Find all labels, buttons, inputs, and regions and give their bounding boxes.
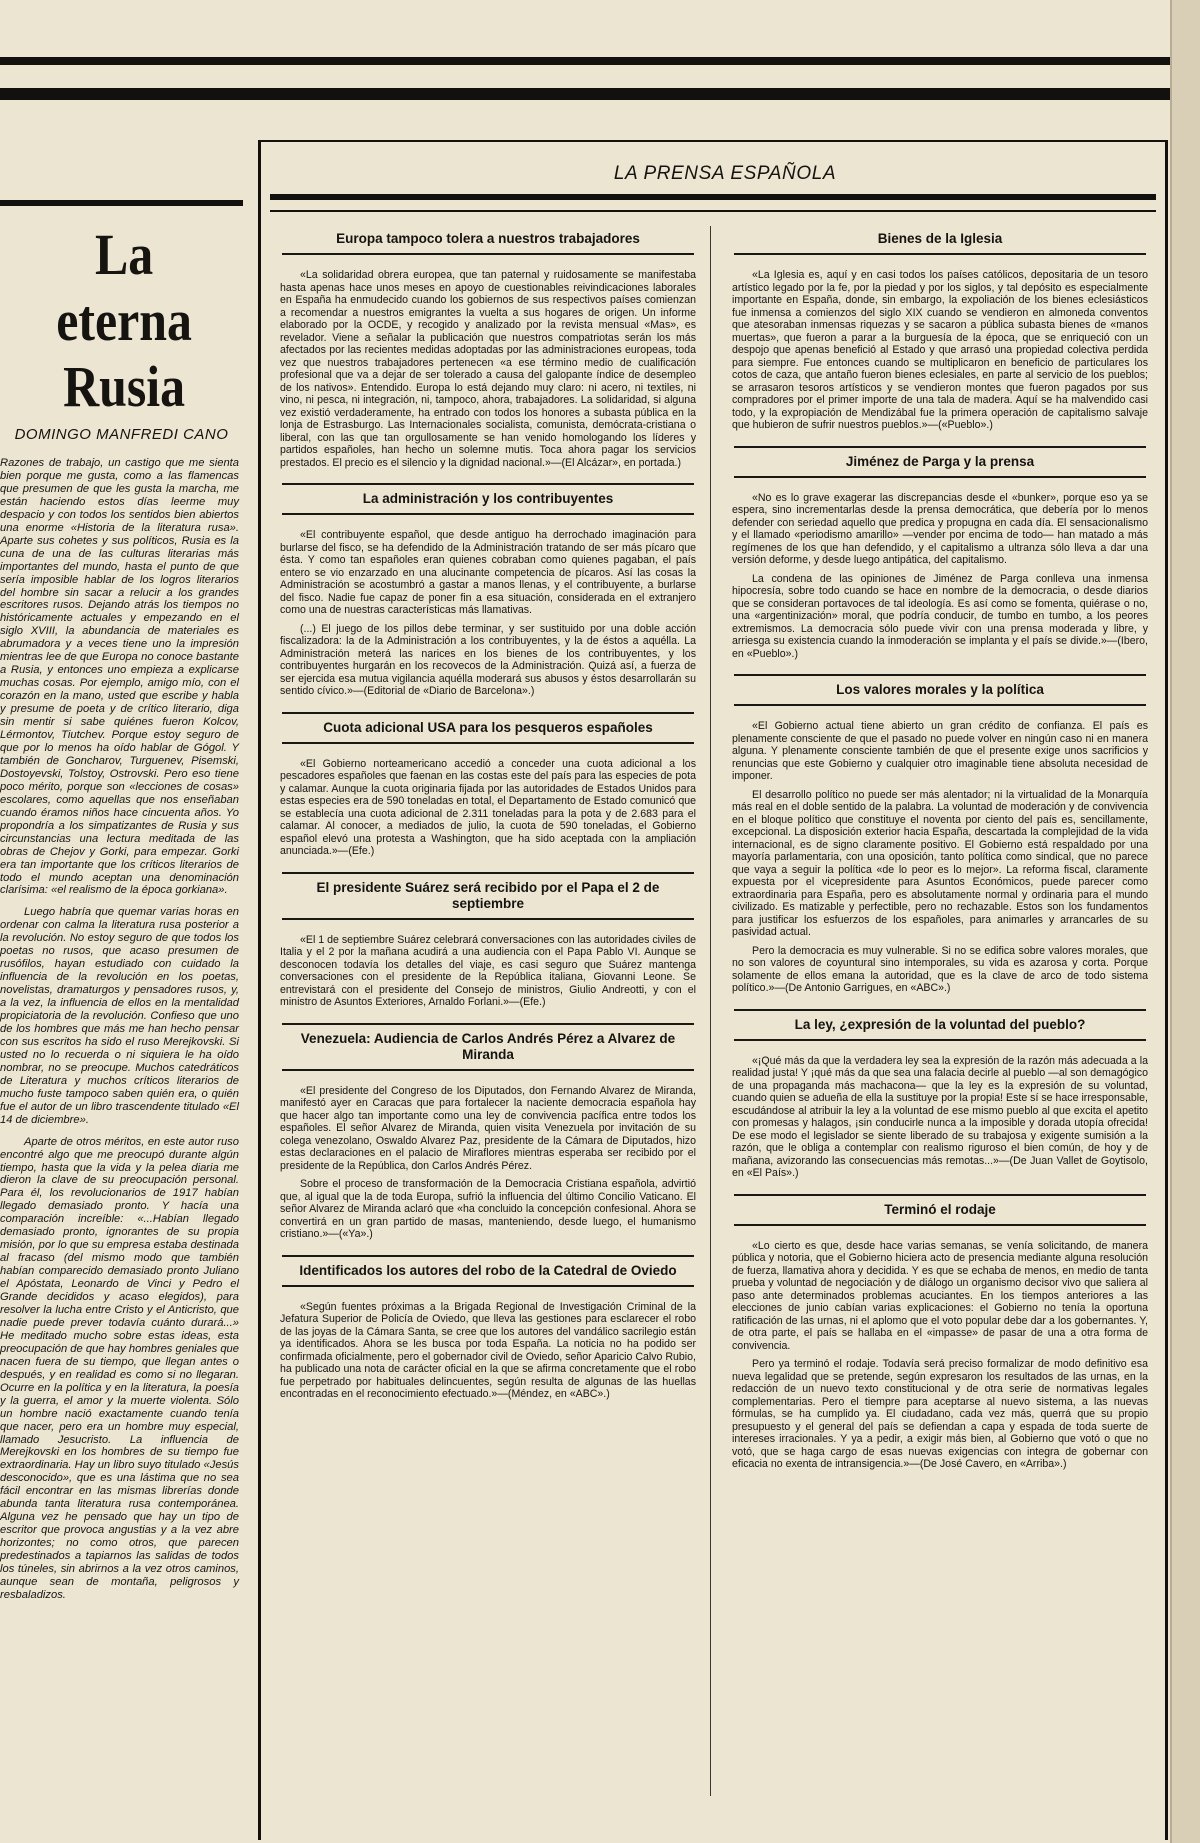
article-paragraph: «La Iglesia es, aquí y en casi todos los países católicos, depositaria de un tesoro artístico legado por la fe, por la piedad y por los siglos, y tal depósito es especialmente importante en España, donde, sin embargo, la expoliación de los bienes eclesiásticos fue inmensa a comienzos del siglo XIX cuando se vendieron en almoneda conventos que atesoraban inmensas riquezas y se sacaron a pública subasta bienes de «manos muertas», que fueron a parar a la burguesía de la época, que se enriqueció con un despojo que apenas benefició al Estado y que arrasó una propiedad colectiva perdida para siempre. Fue entonces cuando se multiplicaron en beneficio de particulares los cotos de caza, que antaño fueron bienes eclesiales, en parte al servicio de los pueblos; se arrasaron tesoros artísticos y se vendieron montes que fueron pagados por sus compradores por el primer importe de una tala de madera. Aquí se ha malvendido casi todo, y la expropiación de Mendizábal fue la primera operación de capitalismo salvaje que hubieron de sufrir nuestros pueblos.»—(«Pueblo».) xyxy=(732,269,1148,431)
section-title: LA PRENSA ESPAÑOLA xyxy=(613,163,837,184)
article-headline: Jiménez de Parga y la prensa xyxy=(734,446,1146,478)
left-article-title-line2: Rusia xyxy=(63,354,186,419)
article-headline: Bienes de la Iglesia xyxy=(734,225,1146,255)
press-article xyxy=(270,872,706,1009)
article-paragraph: «¡Qué más da que la verdadera ley sea la expresión de la razón más adecuada a la realidad justa! Y ¡qué más da que sea una falacia decirle al pueblo —al son demagógico de una propaganda más machacona— que la ley es la expresión de su voluntad, cuando quien se adueña de ella la sustituye por la propia! Este sí se hace irresponsable, escudándose al atribuir la ley a la voluntad de ese mismo pueblo al que excita el apetito con promesas y halagos, ¡sin conducirle nunca a la imposible y dorada utopía ofrecida! De ese modo el legislador se siente liberado de su trabajosa y exigente sumisión a la razón, que le obliga a contemplar con realismo riguroso el bien común, de hoy y de mañana, avizorando las consecuencias más remotas...»—(De Juan Vallet de Goytisolo, en «El País».) xyxy=(732,1054,1148,1179)
article-paragraph: «El presidente del Congreso de los Diputados, don Fernando Alvarez de Miranda, manifestó ayer en Caracas que para fortalecer la naciente democracia española hay que hacer algo tan importante como una ley de convivencia pacífica entre todos los españoles. El señor Alvarez de Miranda, quien visita Venezuela por invitación de su colega venezolano, Oswaldo Alvarez Paz, presidente de la Cámara de Diputados, hizo estas declaraciones en el palacio de Miraflores mientras esperaba ser recibido por el presidente de la República, don Carlos Andrés Pérez. xyxy=(280,1084,696,1172)
press-article xyxy=(722,1194,1158,1471)
press-article xyxy=(270,712,706,858)
press-article xyxy=(722,446,1158,661)
top-rule-2 xyxy=(0,88,1172,100)
left-article xyxy=(0,222,243,1822)
article-paragraph: Pero ya terminó el rodaje. Todavía será preciso formalizar de modo definitivo esa nueva legalidad que se pretende, según expresaron los resultados de las urnas, en la redacción de un nuevo texto constitucional y de otra serie de normativas legales complementarias. Pero el tiempre para aceptarse al nuevo sistema, a las nuevas fórmulas, se ha cumplido ya. El ciudadano, cada vez más, querrá que su propio presupuesto y el general del país se defiendan a capa y espada de toda suerte de intereses irracionales. Y ya a pedir, a exigir más bien, al Gobierno que votó o que no votó, que se haga cargo de esas nuevas exigencias con integra de gobernar con eficacia no exenta de intransigencia.»—(De José Cavero, en «Arriba».) xyxy=(732,1358,1148,1470)
article-headline: Cuota adicional USA para los pesqueros españoles xyxy=(282,712,694,744)
left-article-title-line1: La eterna xyxy=(56,222,192,353)
left-article-paragraph: Razones de trabajo, un castigo que me sienta bien porque me gusta, como a las flamencas que presumen de que les gusta la marcha, me están haciendo estos días leerme muy despacio y con todos los sentidos bien abiertos una enorme «Historia de la literatura rusa». Aparte sus cohetes y sus políticos, Rusia es la cuna de una de las culturas literarias más importantes del mundo, hasta el punto de que sería imposible hablar de los logros literarios del hombre sin sacar a relucir a los grandes escritores rusos. Dejando atrás los tiempos no históricamente actuales y empezando en el siglo XVIII, la abundancia de materiales es abrumadora y a veces tiene uno la impresión mientras lee de que Europa no conoce bastante a Rusia, y entonces uno empieza a explicarse muchas cosas. Por ejemplo, amigo mío, con el corazón en la mano, usted que escribe y habla y presume de poeta y de crítico literario, diga sin mentir si sabe quiénes fueron Kolcov, Lérmontov, Tiutchev. Porque estoy seguro de que por lo menos ha oído hablar de Gógol. Y también de Goncharov, Turguenev, Pisemski, Dostoyevski, Tolstoy, Ostrovski. Pero eso tiene poco mérito, porque son «lecciones de cosas» escolares, como aquellas que nos enseñaban cuando éramos niños hace cincuenta años. Yo propondría a los simpatizantes de Rusia y sus circunstancias una lectura meditada de las obras de Chejov y Gorki, para empezar. Gorki era tan importante que los críticos literarios de todo el mundo aceptan una denominación clarísima: «el realismo de la época gorkiana». xyxy=(0,457,239,897)
article-paragraph: Sobre el proceso de transformación de la Democracia Cristiana española, advirtió que, al igual que la de toda Europa, sufrió la influencia del último Concilio Vaticano. El señor Alvarez de Miranda aclaró que «ha concluido la concepción confesional. Ahora se convertirá en un gran partido de masas, manteniendo, desde luego, el humanismo cristiano.»—(«Ya».) xyxy=(280,1178,696,1240)
article-paragraph: La condena de las opiniones de Jiménez de Parga conlleva una inmensa hipocresía, sobre todo cuando se hace en nombre de la democracia, o desde diarios que se consideran portavoces de tal ideología. Es así como se fomenta, quiérase o no, una «argentinización» moral, que podría conducir, de tumbo en tumbo, a los peores extremismos. La democracia sólo puede vivir con una prensa moderada y libre, y arriesga su existencia cuando la inmoderación se implanta y el país se divide.»—(Ibero, en «Pueblo».) xyxy=(732,572,1148,660)
article-headline: Venezuela: Audiencia de Carlos Andrés Pérez a Alvarez de Miranda xyxy=(282,1023,694,1071)
press-column-2 xyxy=(722,225,1158,1485)
adjacent-page-edge xyxy=(1170,0,1200,1843)
press-article xyxy=(270,1255,706,1401)
article-paragraph: (...) El juego de los pillos debe terminar, y ser sustituido por una doble acción fiscalizadora: la de la Administración a los contribuyentes, y la de éstos a aquélla. La Administración meterá las narices en los bienes de los contribuyentes, y los contribuyentes hurgarán en los recovecos de la Administración. Quizá así, a fuerza de ser ejercida esa mutua vigilancia aquélla moderará sus abusos y éstos desarrollarán su sentido cívico.»—(Editorial de «Diario de Barcelona».) xyxy=(280,622,696,697)
article-paragraph: «El Gobierno actual tiene abierto un gran crédito de confianza. El país es plenamente consciente de que el pasado no puede volver en ningún caso ni en manera alguna. Y plenamente consciente también de que el presente exige unos sacrificios y renuncias que este Gobierno y cualquier otro imaginable tiene absoluta necesidad de imponer. xyxy=(732,720,1148,782)
article-headline: Los valores morales y la política xyxy=(734,674,1146,706)
article-headline: La ley, ¿expresión de la voluntad del pueblo? xyxy=(734,1009,1146,1041)
left-article-title xyxy=(17,222,226,420)
frame-left-border xyxy=(258,140,261,1840)
article-paragraph: «No es lo grave exagerar las discrepancias desde el «bunker», porque eso ya se espera, sino incrementarlas desde la prensa democrática, que debería por lo menos defender con seriedad aquello que predica y propugna en cada día. El sensacionalismo y el llamado «periodismo amarillo» —vender por encima de todo— han matado a más regímenes de los que han defendido, y el capitalismo a ultranza sólo lleva a dar una versión deforme, y desde luego antipática, del capitalismo. xyxy=(732,491,1148,566)
article-headline: Identificados los autores del robo de la Catedral de Oviedo xyxy=(282,1255,694,1287)
article-paragraph: «Según fuentes próximas a la Brigada Regional de Investigación Criminal de la Jefatura Superior de Policía de Oviedo, que lleva las gestiones para esclarecer el robo de las joyas de la Cámara Santa, se cree que los autores del vandálico sacrilegio están ya identificados. Ahora se les busca por toda España. La noticia no ha podido ser confirmada oficialmente, pero el gobernador civil de Oviedo, señor Aparicio Calvo Rubio, ha publicado una nota de carácter oficial en la que se afirma concretamente que el robo fue perpetrado por habituales delincuentes, según resulta de algunas de las huellas encontradas en el reconocimiento efectuado.»—(Méndez, en «ABC».) xyxy=(280,1300,696,1400)
article-paragraph: «El contribuyente español, que desde antiguo ha derrochado imaginación para burlarse del fisco, se ha defendido de la Administración tratando de ser más pícaro que ésta. Y como tan españoles eran quienes cobraban como quienes pagaban, el país entero se vio enzarzado en una alucinante competencia de pícaros. Así las cosas la Administración se acostumbró a gastar a manos llenas, y el contribuyente, a burlarse del fisco. Nadie fue capaz de poner fin a esa situación, considerada en el extranjero como una de nuestras características más llamativas. xyxy=(280,529,696,616)
frame-top-border xyxy=(258,140,1168,142)
press-article xyxy=(270,1023,706,1241)
press-article xyxy=(270,225,706,469)
left-article-paragraph: Aparte de otros méritos, en este autor ruso encontré algo que me preocupó durante algún tiempo, hasta que la vida y la pelea diaria me dieron la clave de su preocupación personal. Para él, los revolucionarios de 1917 habían llegado demasiado pronto. Y hacía una comparación increíble: «...Habían llegado demasiado pronto, ignorantes de su propia misión, por lo que su empresa estaba destinada al fracaso (del mismo modo que también habían comparecido demasiado pronto Juliano el Apóstata, Leonardo de Vinci y Pedro el Grande decididos y acaso elegidos), para resolver la lucha entre Cristo y el Anticristo, que nadie puede prever todavía cuánto durará...» He meditado mucho sobre estas ideas, esta preocupación de que hay hombres geniales que nacen fuera de su tiempo, que llegan antes o después, y en realidad es como si no llegaran. Ocurre en la política y en la literatura, la poesía y la guerra, el amor y la muerte violenta. Sólo un hombre nació exactamente cuando tenía que nacer, pero era un hombre muy especial, llamado Jesucristo. La influencia de Merejkovski en los hombres de su tiempo fue extraordinaria. Hay un libro suyo titulado «Jesús desconocido», que es una lástima que no sea fácil encontrar en las mismas librerías donde abunda tanta literatura rusa contemporánea. Alguna vez he pensado que hay un tipo de escritor que provoca angustias y a la vez abre horizontes; no como otros, que parecen predestinados a tapiarnos las salidas de todos los túneles, sin abrirnos a la vez otros caminos, aunque sean de montaña, peligrosos y resbaladizos. xyxy=(0,1135,239,1601)
article-paragraph: Pero la democracia es muy vulnerable. Si no se edifica sobre valores morales, que no son valores de coyuntural sino intemporales, su vida es azarosa y corta. Porque solamente de ellos emana la autoridad, que es la clave de arco de todo sistema político.»—(De Antonio Garrigues, en «ABC».) xyxy=(732,944,1148,994)
left-column-top-rule xyxy=(0,200,243,206)
article-headline: El presidente Suárez será recibido por el Papa el 2 de septiembre xyxy=(282,872,694,920)
article-paragraph: «La solidaridad obrera europea, que tan paternal y ruidosamente se manifestaba hasta apenas hace unos meses en apoyo de cuestionables reivindicaciones laborales en España ha enmudecido cuando los gobiernos de sus respectivos países comienzan a recomendar a nuestros emigrantes la vuelta a sus hogares de origen. Un informe elaborado por la OCDE, y recogido y analizado por la revista mensual «Mas», es revelador. Viene a señalar la publicación que nuestros compatriotas serán los más afectados por las recientes medidas adoptadas por las administraciones europeas, toda vez que nuestros trabajadores pertenecen «a ese término medio de cualificación profesional que va a dejar de ser tolerado a causa del galopante índice de desempleo de los nativos». Entendido. Europa lo está dejando muy claro: ni acero, ni textiles, ni vino, ni pesca, ni integración, ni, tampoco, ahora, trabajadores. La solidaridad, si alguna vez existió verdaderamente, ha entrado con todos los honores a subasta pública en la lonja de Estrasburgo. Las Internacionales socialista, comunista, demócrata-cristiana o liberal, con las que tan orgullosamente se han venido homologando los líderes y partidos españoles, han hecho un solemne mutis. Toca ahora pagar los servicios prestados. El precio es el silencio y la dignidad nacional.»—(El Alcázar», en portada.) xyxy=(280,269,696,469)
section-title-rule-1 xyxy=(270,194,1156,200)
press-article xyxy=(722,674,1158,995)
article-paragraph: «El 1 de septiembre Suárez celebrará conversaciones con las autoridades civiles de Italia y el 2 por la mañana acudirá a una audiencia con el Papa Pablo VI. Aunque se desconocen todavía los detalles del viaje, es casi seguro que Suárez mantenga conversaciones con el presidente de la República italiana, Giovanni Leone. Se entrevistará con el presidente del Consejo de ministros, Giulio Andreotti, y con el ministro de Asuntos Exteriores, Arnaldo Forlani.»—(Efe.) xyxy=(280,933,696,1008)
left-article-paragraph: Luego habría que quemar varias horas en ordenar con calma la literatura rusa posterior a la revolución. No estoy seguro de que todos los poetas no rusos, que acaso presumen de rusófilos, hayan estudiado con cuidado la influencia de la revolución en los poetas, novelistas, dramaturgos y pensadores rusos, y, a la vez, la influencia de ellos en la mentalidad propiciatoria de la revolución. Confieso que uno de los hombres que más me han hecho pensar con sus escritos ha sido el ruso Merejkovski. Si usted no lo recuerda o ni siquiera le ha oído nombrar, no se preocupe. Muchos catedráticos de Literatura y muchos críticos literarios de mucho fuste tampoco saben quién era, o quién fue el autor de un libro trascendente titulado «El 14 de diciembre». xyxy=(0,906,239,1126)
column-separator xyxy=(710,226,711,1796)
press-article xyxy=(722,1009,1158,1180)
press-article xyxy=(270,483,706,698)
press-column-1 xyxy=(270,225,706,1415)
article-paragraph: «El Gobierno norteamericano accedió a conceder una cuota adicional a los pescadores españoles que faenan en las costas este del país para las especies de pota y calamar. Aunque la cuota originaria fijada por las autoridades de Estados Unidos para estas especies era de 590 toneladas en total, el Departamento de Estado comunicó que se establecía una cuota adicional de 2.311 toneladas para la pota y de 2.683 para el calamar. Al conocer, a mediados de julio, la cuota de 590 toneladas, el Gobierno español elevó una protesta a Washington, que ha sido aceptada con la ampliación anunciada.»—(Efe.) xyxy=(280,757,696,857)
article-headline: Terminó el rodaje xyxy=(734,1194,1146,1226)
top-rule-1 xyxy=(0,57,1172,65)
article-paragraph: «Lo cierto es que, desde hace varias semanas, se venía solicitando, de manera pública y notoria, que el Gobierno hiciera acto de presencia mediante alguna resolución de fuerza, llamativa ahora y decidida. Y es que se echaba de menos, en medio de tanta prueba y voluntad de negociación y de diálogo un organismo decisor vivo que saliera al paso ante determinados problemas acuciantes. En los tiempos anteriores a las elecciones de junio cabían varias explicaciones: el Gobierno no tenía la oportuna ratificación de las urnas, ni el aplomo que el voto popular debe dar a los gobernantes. Y, de otra parte, el país se hallaba en el «impasse» de pasar de una a otra forma de convivencia. xyxy=(732,1239,1148,1352)
article-headline: La administración y los contribuyentes xyxy=(282,483,694,515)
article-paragraph: El desarrollo político no puede ser más alentador; ni la virtualidad de la Monarquía más real en el doble sentido de la palabra. La voluntad de moderación y de convivencia en el bloque político que constituye el noventa por ciento del país es, sencillamente, excepcional. La disposición exterior hacia España, descartada la complejidad de la vida internacional, es de signo claramente positivo. El Gobierno está respaldado por una mayoría parlamentaria, con una oposición, tanto política como sindical, que no parece que vaya a seguir la política «de lo peor es lo mejor». La reforma fiscal, claramente expuesta por el vicepresidente para Asuntos Económicos, puede parecer como extraordinaria para España, pero es absolutamente normal y ordinaria para el mundo civilizado. Es matizable y perfectible, pero no rechazable. Estos son los fundamentos para justificar los esfuerzos de los españoles, para animarles y arrancarles de su pasividad actual. xyxy=(732,788,1148,938)
article-headline: Europa tampoco tolera a nuestros trabajadores xyxy=(282,225,694,255)
frame-right-border xyxy=(1165,140,1168,1840)
section-title-rule-2 xyxy=(270,210,1156,212)
left-article-author: DOMINGO MANFREDI CANO xyxy=(14,426,229,443)
press-article xyxy=(722,225,1158,432)
